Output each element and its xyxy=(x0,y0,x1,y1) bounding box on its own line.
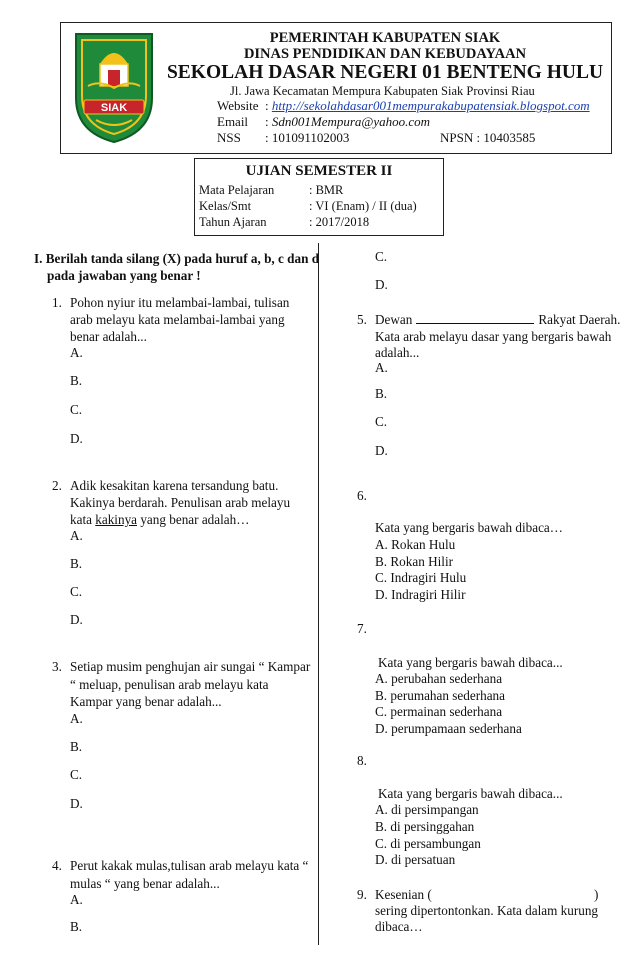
q1-text-line: arab melayu kata melambai-lambai yang xyxy=(70,312,285,327)
department-name: DINAS PENDIDIKAN DAN KEBUDAYAAN xyxy=(243,46,527,62)
q2-text-line: Adik kesakitan karena tersandung batu. xyxy=(70,478,279,493)
q2-option-c[interactable]: C. xyxy=(70,584,83,599)
q3-text-line: “ meluap, penulisan arab melayu kata xyxy=(70,677,269,692)
q1-option-c[interactable]: C. xyxy=(70,402,83,417)
column-divider xyxy=(318,243,319,945)
exam-title: UJIAN SEMESTER II xyxy=(245,163,393,179)
q4-text-line: mulas “ yang benar adalah... xyxy=(70,876,220,891)
q7-option-c[interactable]: C. permainan sederhana xyxy=(375,704,503,719)
npsn-value: NPSN : 10403585 xyxy=(440,130,536,145)
q3-number: 3. xyxy=(52,659,62,674)
q9-text-line: sering dipertontonkan. Kata dalam kurung xyxy=(375,903,599,918)
q1-text-line: Pohon nyiur itu melambai-lambai, tulisan xyxy=(70,295,290,310)
q8-option-a[interactable]: A. di persimpangan xyxy=(375,802,479,817)
school-name: SEKOLAH DASAR NEGERI 01 BENTENG HULU xyxy=(166,62,604,83)
q2-text-line: Kakinya berdarah. Penulisan arab melayu xyxy=(70,495,291,510)
q5-number: 5. xyxy=(357,312,367,327)
email-row: Email : Sdn001Mempura@yahoo.com xyxy=(217,114,431,129)
q3-text-line: Kampar yang benar adalah... xyxy=(70,694,222,709)
logo-text: SIAK xyxy=(100,102,128,114)
q5-option-b[interactable]: B. xyxy=(375,386,388,401)
q6-option-c[interactable]: C. Indragiri Hulu xyxy=(375,570,467,585)
q8-option-b[interactable]: B. di persinggahan xyxy=(375,819,475,834)
q6-option-d[interactable]: D. Indragiri Hilir xyxy=(375,587,466,602)
q1-number: 1. xyxy=(52,295,62,310)
q3-option-d[interactable]: D. xyxy=(70,796,83,811)
nss-row xyxy=(217,130,349,146)
siak-regency-logo xyxy=(70,28,158,146)
q7-number: 7. xyxy=(357,621,367,636)
q2-option-d[interactable]: D. xyxy=(70,612,83,627)
q9-text-line: dibaca… xyxy=(375,919,423,934)
q5-option-a[interactable]: A. xyxy=(375,360,388,375)
q8-option-d[interactable]: D. di persatuan xyxy=(375,852,456,867)
instruction-line-2: pada jawaban yang benar ! xyxy=(47,268,201,283)
exam-row-class: Kelas/Smt : VI (Enam) / II (dua) xyxy=(199,199,417,213)
q9-text-line: Kesenian ( xyxy=(375,887,432,902)
q5-text-line: adalah... xyxy=(375,345,420,360)
q5-text-line: Dewan Rakyat Daerah. xyxy=(375,312,621,327)
nss-label: NSS xyxy=(217,130,241,145)
q3-text-line: Setiap musim penghujan air sungai “ Kampar xyxy=(70,659,311,674)
government-name: PEMERINTAH KABUPATEN SIAK xyxy=(269,30,501,46)
q6-option-a[interactable]: A. Rokan Hulu xyxy=(375,537,456,552)
q2-text-line: kata kakinya yang benar adalah… xyxy=(70,512,250,527)
email-label: Email xyxy=(217,114,249,129)
q4-option-c[interactable]: C. xyxy=(375,249,388,264)
q3-option-a[interactable]: A. xyxy=(70,711,83,726)
q1-option-b[interactable]: B. xyxy=(70,373,83,388)
q4-option-a[interactable]: A. xyxy=(70,892,83,907)
q5-option-d[interactable]: D. xyxy=(375,443,388,458)
q6-number: 6. xyxy=(357,488,367,503)
q5-answer-blank xyxy=(416,312,534,324)
q4-text-line: Perut kakak mulas,tulisan arab melayu kata “ xyxy=(70,858,309,873)
q5-text-line: Kata arab melayu dasar yang bergaris bawah xyxy=(375,329,612,344)
q4-option-d[interactable]: D. xyxy=(375,277,388,292)
exam-row-subject: Mata Pelajaran : BMR xyxy=(199,183,344,197)
q1-text-line: benar adalah... xyxy=(70,329,147,344)
instruction-line-1: I. Berilah tanda silang (X) pada huruf a, b, c dan d xyxy=(34,251,320,266)
q9-closing-paren: ) xyxy=(594,887,599,902)
q4-number: 4. xyxy=(52,858,62,873)
q1-option-a[interactable]: A. xyxy=(70,345,83,360)
q7-option-b[interactable]: B. perumahan sederhana xyxy=(375,688,505,703)
website-link[interactable]: http://sekolahdasar001mempurakabupatensiak.blogspot.com xyxy=(271,98,590,113)
q7-option-d[interactable]: D. perumpamaan sederhana xyxy=(375,721,522,736)
q2-option-a[interactable]: A. xyxy=(70,528,83,543)
q4-option-b[interactable]: B. xyxy=(70,919,83,934)
q8-number: 8. xyxy=(357,753,367,768)
q6-prompt: Kata yang bergaris bawah dibaca… xyxy=(375,520,563,535)
q3-option-c[interactable]: C. xyxy=(70,767,83,782)
email-value: Sdn001Mempura@yahoo.com xyxy=(271,114,431,129)
q3-option-b[interactable]: B. xyxy=(70,739,83,754)
q8-prompt: Kata yang bergaris bawah dibaca... xyxy=(378,786,563,801)
website-label: Website xyxy=(217,98,259,113)
q2-underlined-word: kakinya xyxy=(95,512,138,527)
school-address: Jl. Jawa Kecamatan Mempura Kabupaten Siak Provinsi Riau xyxy=(230,84,535,98)
q5-option-c[interactable]: C. xyxy=(375,414,388,429)
exam-row-year: Tahun Ajaran : 2017/2018 xyxy=(199,215,370,229)
q2-option-b[interactable]: B. xyxy=(70,556,83,571)
q7-prompt: Kata yang bergaris bawah dibaca... xyxy=(378,655,563,670)
nss-value: : 101091102003 xyxy=(265,130,350,145)
q9-number: 9. xyxy=(357,887,367,902)
q8-option-c[interactable]: C. di persambungan xyxy=(375,836,481,851)
q1-option-d[interactable]: D. xyxy=(70,431,83,446)
q6-option-b[interactable]: B. Rokan Hilir xyxy=(375,554,454,569)
website-row: Website : http://sekolahdasar001mempurakabupatensiak.blogspot.com xyxy=(217,98,590,113)
q7-option-a[interactable]: A. perubahan sederhana xyxy=(375,671,503,686)
q2-number: 2. xyxy=(52,478,62,493)
